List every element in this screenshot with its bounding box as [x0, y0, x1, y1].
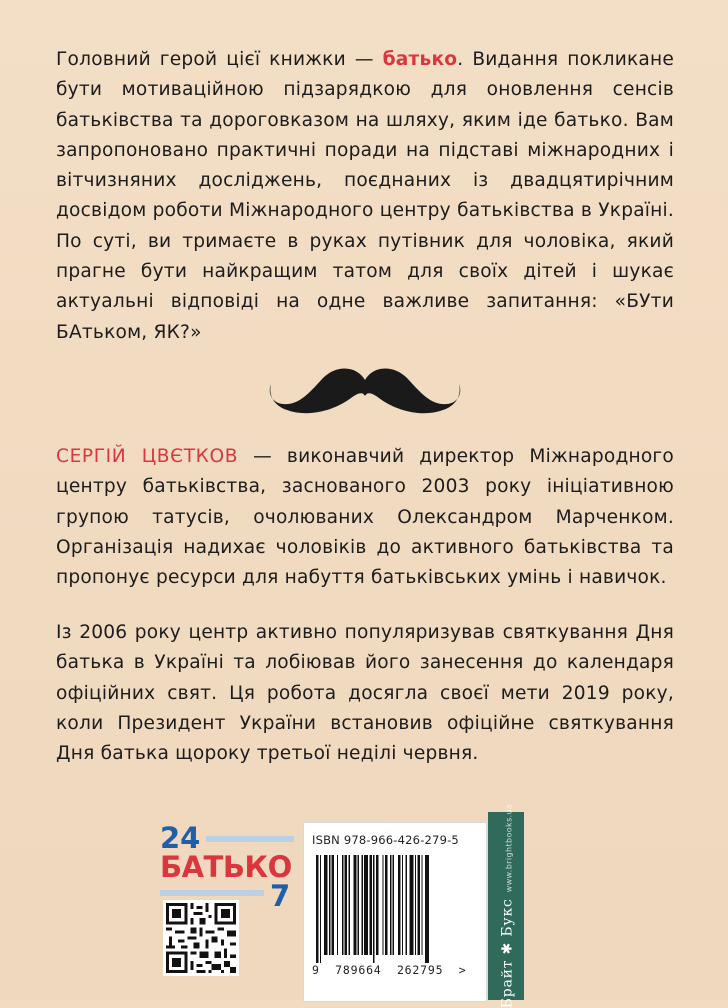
history-text: Із 2006 року центр активно популяризував святкування Дня батька в Україні та лобіював його занесення до календаря офіційних свят. Ця робота досягла своєї мети 2019 року, коли Президент України встановив офіційне святкування Дня батька щороку третьої неділі червня. — [56, 622, 674, 765]
publisher-label — [497, 804, 516, 1008]
barcode-icon — [314, 855, 474, 963]
intro-text-before: Головний герой цієї книжки — — [56, 49, 383, 70]
logo-bar-top — [206, 836, 294, 842]
logo-bar-bottom — [160, 890, 264, 896]
logo-number-7: 7 — [270, 879, 291, 913]
barcode-digits: 9 789664 262795 > — [312, 963, 467, 977]
author-paragraph — [56, 442, 674, 593]
intro-text-after: . Видання покликане бути мотиваційною підзарядкою для оновлення сенсів батьківства та дороговказом на шляху, яким іде батько. Вам запропоновано практичні поради на підставі міжнародних і вітчизняних досліджень, поєднаних із двадцятирічним досвідом роботи Міжнародного центру батьківства в Україні. По суті, ви тримаєте в руках путівник для чоловіка, який прагне бути найкращим татом для своїх дітей і шукає актуальні відповіді на одне важливе запитання: «БУти БАтьком, ЯК?» — [56, 49, 675, 343]
history-paragraph — [56, 618, 674, 769]
logo-number-24: 24 — [160, 821, 201, 855]
barcode-panel — [303, 822, 487, 1002]
publisher-url: www.brightbooks.ua — [504, 803, 514, 893]
intro-highlight: батько — [382, 49, 458, 70]
publisher-name: Брайт ✱ Букс — [499, 898, 516, 1008]
intro-paragraph — [56, 45, 674, 348]
mustache-icon — [265, 358, 465, 428]
logo-word: БАТЬКО — [160, 850, 292, 884]
author-text: — виконавчий директор Міжнародного центру батьківства, заснованого 2003 року ініціативною групою татусів, очолюваних Олександром Марченком. Організація надихає чоловіків до активного батьківства та пропонує ресурси для набуття батьківських умінь і навичок. — [56, 446, 674, 589]
author-name: СЕРГІЙ ЦВЄТКОВ — [56, 446, 239, 467]
qr-code-icon — [163, 900, 239, 976]
isbn-label: ISBN 978-966-426-279-5 — [312, 833, 459, 847]
publisher-spine — [488, 803, 524, 1008]
